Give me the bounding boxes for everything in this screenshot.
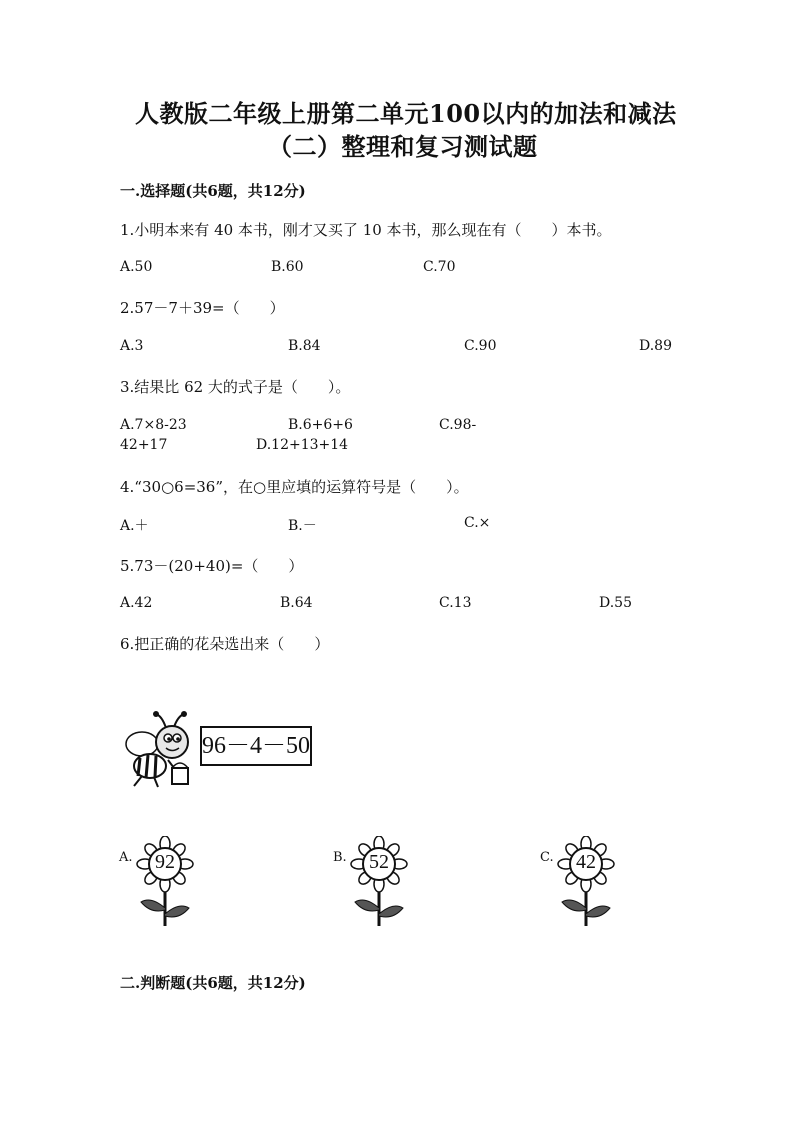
expression-box: 96－4－50: [200, 726, 312, 766]
flower-number: 52: [369, 851, 389, 873]
sunflower-icon: [554, 836, 618, 926]
page-title-line2: （二）整理和复习测试题: [268, 132, 538, 161]
sunflower-icon: [347, 836, 411, 926]
question-2: 2.57－7＋39=（ ）: [120, 299, 285, 317]
option-label: C.: [540, 850, 554, 865]
option-c: C.×: [464, 515, 491, 531]
option-a: A.42: [120, 595, 153, 611]
sunflower-icon: [133, 836, 197, 926]
question-5: 5.73－(20+40)=（ ）: [120, 557, 304, 575]
page-title-line1: 人教版二年级上册第二单元100以内的加法和减法: [135, 99, 677, 128]
question-6: 6.把正确的花朵选出来（ ）: [120, 635, 330, 653]
option-a: A.7×8-23: [120, 417, 187, 433]
bee-icon: [122, 710, 196, 790]
question-1: 1.小明本来有 40 本书，刚才又买了 10 本书，那么现在有（ ）本书。: [120, 221, 612, 239]
question-4: 4.“30○6=36”，在○里应填的运算符号是（ ）。: [120, 478, 469, 496]
option-c: C.13: [439, 595, 472, 611]
option-a: A.3: [120, 338, 144, 354]
option-b: B.84: [288, 338, 321, 354]
option-a: A.＋: [120, 518, 149, 534]
question-3: 3.结果比 62 大的式子是（ ）。: [120, 378, 351, 396]
option-c-continued: 42+17: [120, 437, 168, 453]
flower-number: 92: [155, 851, 175, 873]
option-c: C.98-: [439, 417, 477, 433]
flower-option-c: [540, 836, 620, 926]
option-b: B.6+6+6: [288, 417, 353, 433]
section-heading-choice: 一.选择题(共6题，共12分): [120, 182, 306, 200]
option-label: B.: [333, 850, 347, 865]
section-heading-judgement: 二.判断题(共6题，共12分): [120, 974, 306, 992]
flower-number: 42: [576, 851, 596, 873]
bee-illustration: [122, 710, 322, 790]
option-a: A.50: [120, 259, 153, 275]
flower-option-b: [333, 836, 413, 926]
option-c: C.70: [423, 259, 456, 275]
flower-option-a: [119, 836, 199, 926]
option-label: A.: [119, 850, 133, 865]
option-d: D.55: [599, 595, 632, 611]
option-b: B.－: [288, 518, 317, 534]
option-d: D.12+13+14: [256, 437, 349, 453]
option-c: C.90: [464, 338, 497, 354]
option-d: D.89: [639, 338, 672, 354]
option-b: B.64: [280, 595, 313, 611]
option-b: B.60: [271, 259, 304, 275]
